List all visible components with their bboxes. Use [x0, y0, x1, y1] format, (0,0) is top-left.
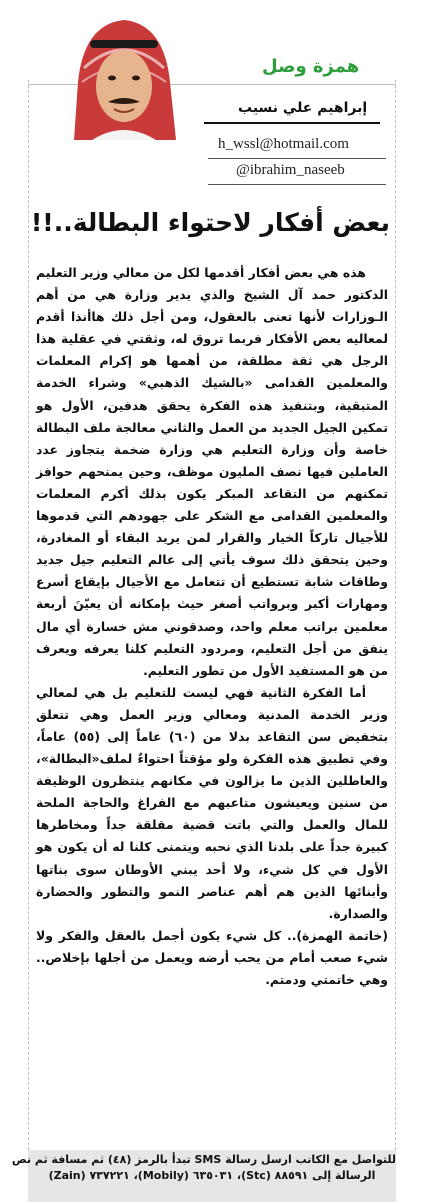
author-name: إبراهيم علي نسيب — [238, 100, 368, 116]
article-headline: بعض أفكار لاحتواء البطالة..!! — [30, 208, 390, 237]
contact-divider — [208, 158, 386, 159]
footer-line: للتواصل مع الكاتب ارسل رسالة SMS تبدأ بالرمز (٤٨) ثم مسافة ثم نص — [11, 1153, 396, 1166]
sms-contact-footer — [11, 1150, 396, 1202]
author-underline — [204, 122, 380, 124]
footer-line: الرسالة إلى ٨٨٥٩١ (Stc)، ٦٣٥٠٣١ (Mobily)، ٧٣٧٢٢١ (Zain) — [48, 1169, 376, 1182]
article-paragraph: هذه هي بعض أفكار أقدمها لكل من معالي وزير التعليم الدكتور حمد آل الشيخ والذي يدير وزارة هي من أهم الـوزارات لأنها تعنى بالعقول، ومن أجل ذلك هاأنذا أقدم لمعاليه بعض الأفكار فربما تروق له، وثقتي في عقلية هذا الرجل هي ثقة مطلقة، من أهمها هو إكرام المعلمات والمعلمين القدامى «بالشيك الذهبي» وشراء الخدمة المتبقية، وبتنفيذ هذه الفكرة يحقق هدفين، الأول هو تمكين الجيل الجديد من العمل والثاني معالجة ملف البطالة خاصة وأن وزارة التعليم هي وزارة ضخمة يتجاوز عدد العاملين فيها نصف المليون موظف، وحين يمنحهم حوافز تمكنهم من التقاعد المبكر يكون بذلك أكرم المعلمات والمعلمين القدامى مع الشكر على جهودهم التي قدموها للأجيال تاركاً الخيار والقرار لمن يريد البقاء أو المغادرة، وحين يتحقق ذلك سوف يأتي إلى عالم التعليم جيل جديد وطاقات شابة تستطيع أن تتعامل مع الأجيال بإيقاع أسرع ومهارات أكبر وبرواتب أصغر حيث بإمكانه أن يعيّنَ أربعة معلمين براتب معلم واحد، وصدقوني مش خسارة أي مال ينفق من أجل التعليم، ومردود التعليم كلنا يعرفه ويعرف من هو المستفيد الأول من تطور التعليم. — [36, 265, 388, 678]
article-paragraph: أما الفكرة الثانية فهي ليست للتعليم بل هي لمعالي وزير الخدمة المدنية ومعالي وزير العمل وهي تتعلق بتخفيض سن التقاعد بدلا من (٦٠) عاماً إلى (٥٥) عاماً، وفي تطبيق هذه الفكرة ولو مؤقتاً احتواءٌ لملف«البطالة»، والعاطلين الذين ما يزالون في مكانهم ينتظرون الوظيفة من سنين ويعيشون متاعبهم مع الفراغ والحاجة الملحة للمال والعمل والتي باتت قضية مقلقة جداً ومخاطرها كبيرة جداً على بلدنا الذي نحبه ويتمنى كلنا له أن يكون هو الأول في كل شيء، ولا أحد يبني الأوطان سوى بناتها وأبنائها الذين هم أهم عناصر النمو والتطور والحضارة والصدارة. — [36, 684, 388, 921]
article-body — [36, 262, 388, 991]
author-twitter: @ibrahim_naseeb — [236, 162, 345, 178]
column-brand: همزة وصل — [262, 56, 360, 77]
article-closing: (خاتمة الهمزة).. كل شيء يكون أجمل بالعقل والفكر ولا شيء صعب أمام من يحب أرضه ويعمل من أجلها بإخلاص.. وهي خاتمتي ودمتم. — [36, 927, 388, 987]
contact-divider — [208, 184, 386, 185]
author-portrait-icon — [64, 12, 184, 140]
author-email: h_wssl@hotmail.com — [218, 136, 349, 152]
